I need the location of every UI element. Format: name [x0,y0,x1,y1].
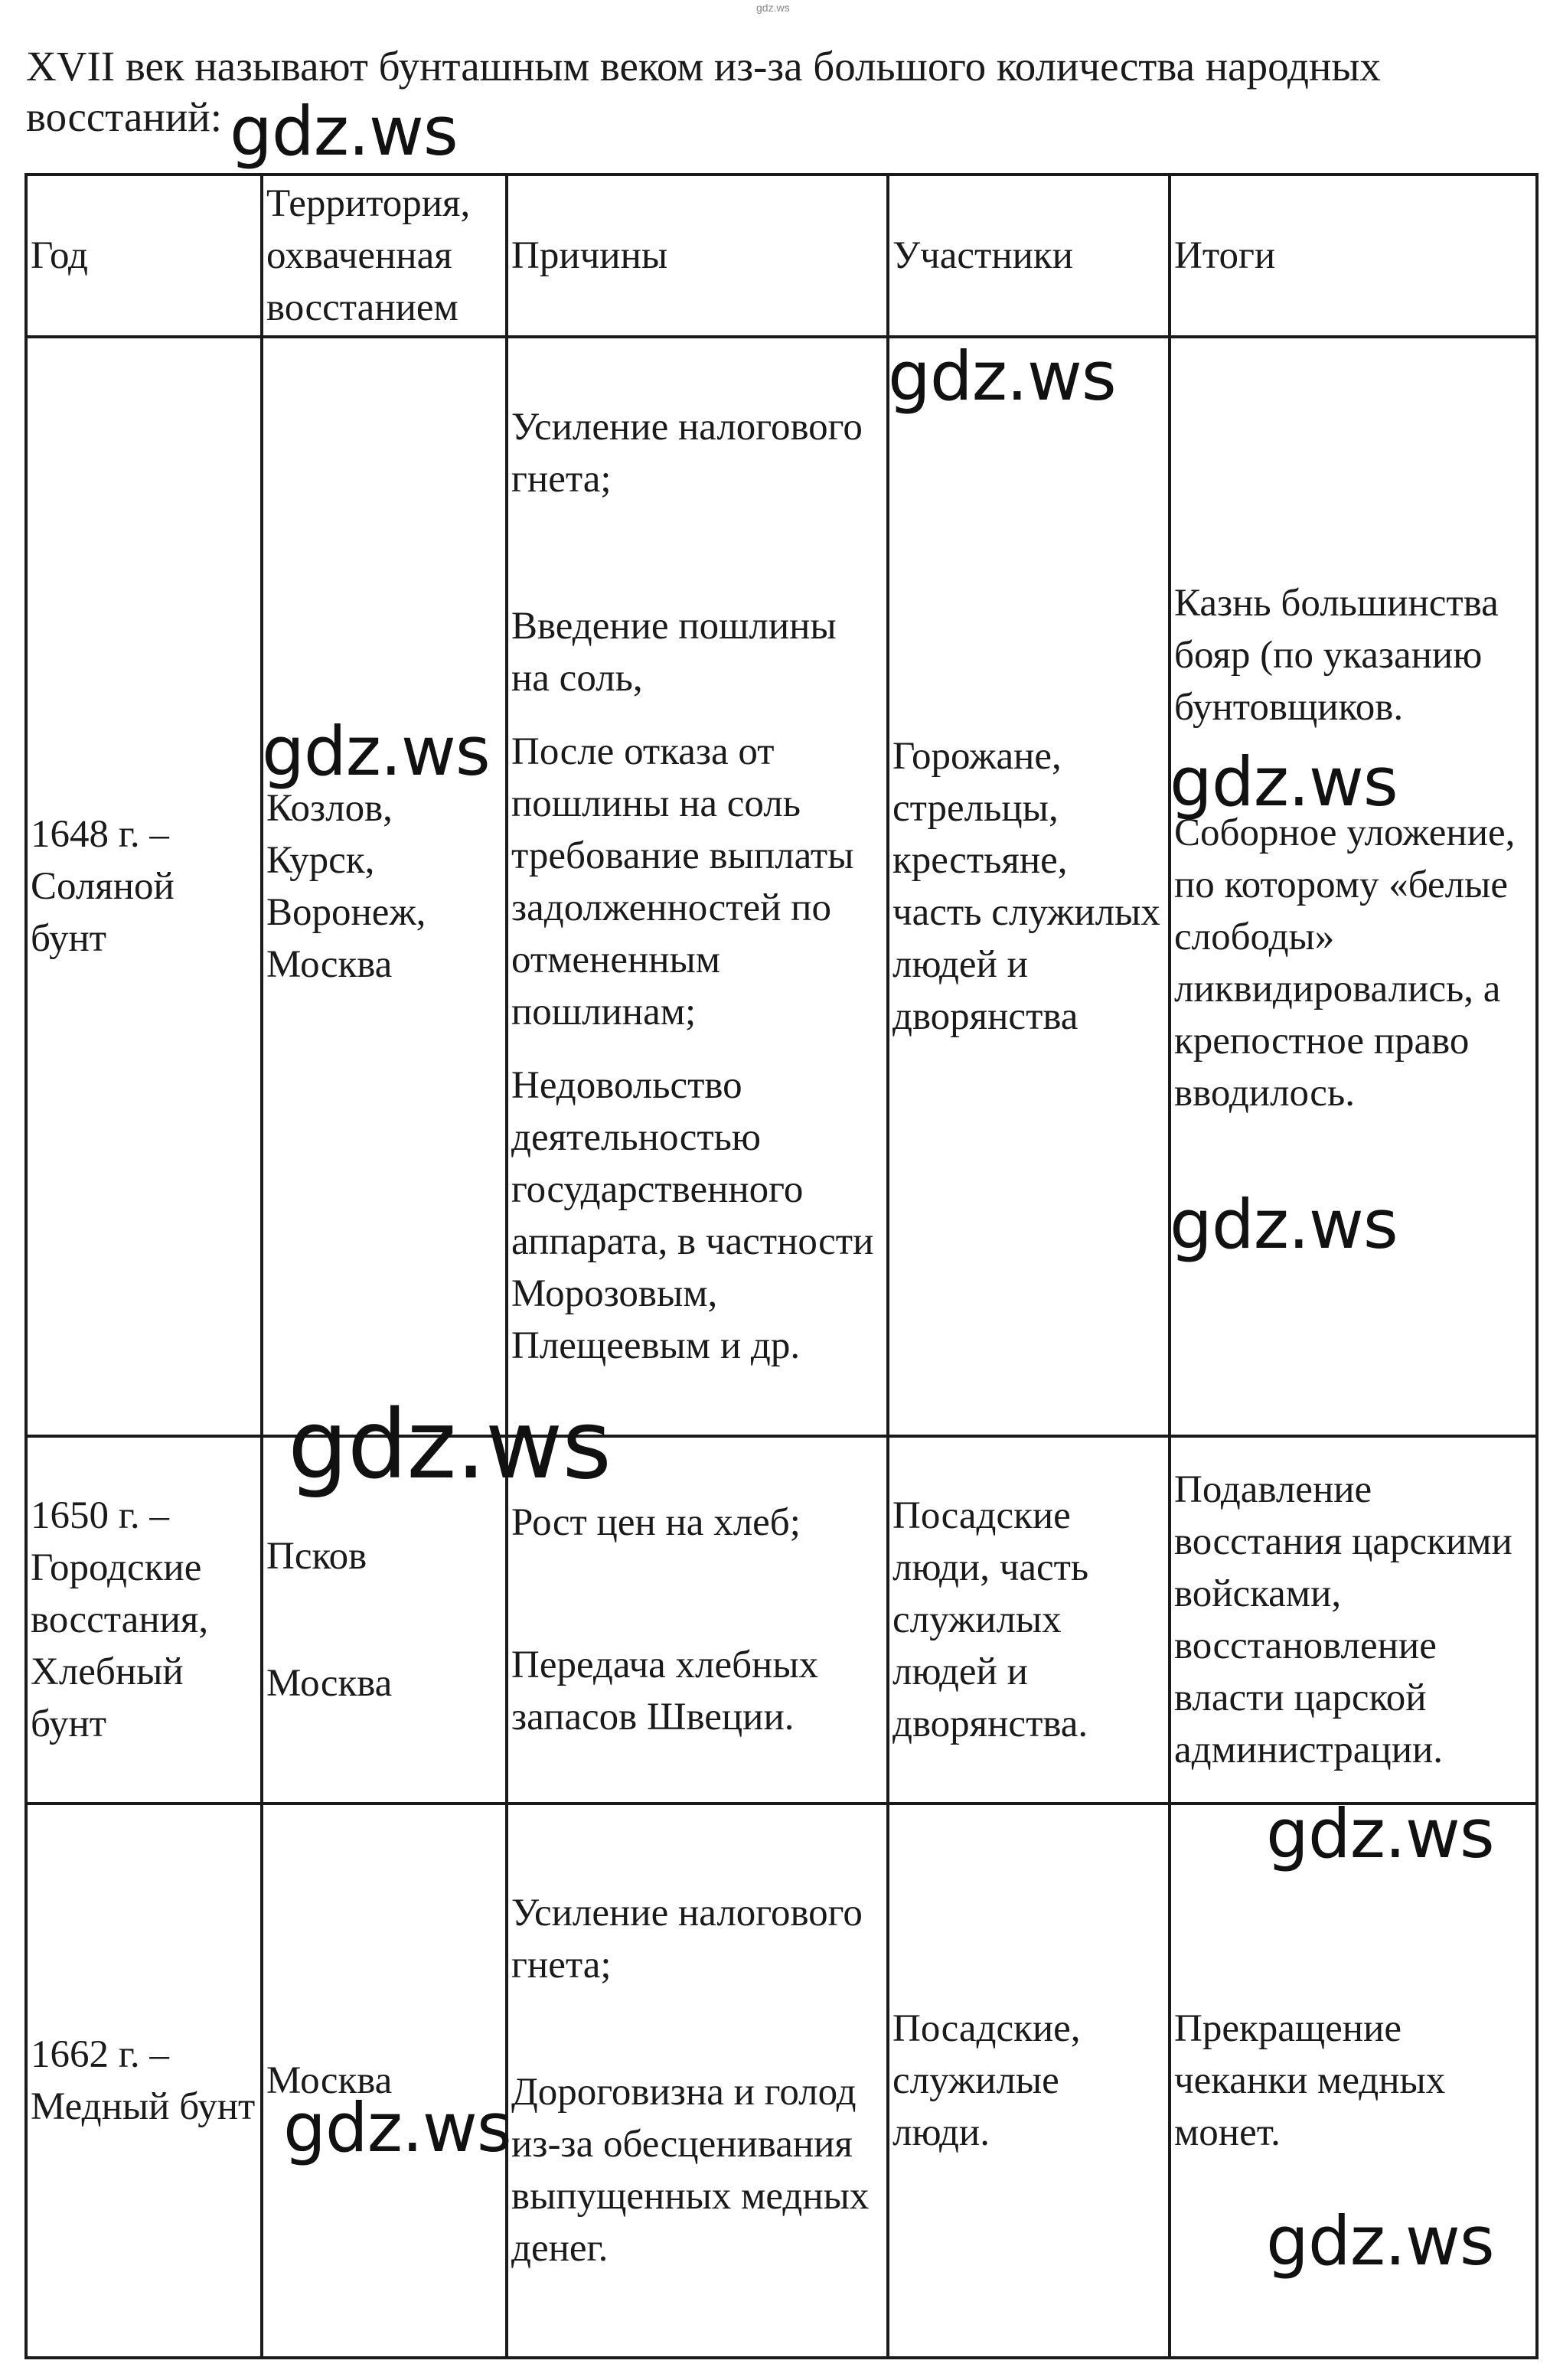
watermark-logo: gdz.ws [888,337,1116,416]
cell-participants: Посадские люди, часть служилых людей и дворянства. [888,1436,1170,1804]
cell-territory: Москва [262,1804,507,2358]
watermark-logo: gdz.ws [262,712,490,791]
cell-causes [507,337,888,1436]
cause-item: Рост цен на хлеб; [511,1501,801,1544]
watermark-logo: gdz.ws [288,1390,611,1500]
cause-item: Дороговизна и голод из-за обесценивания выпущенных медных денег. [511,2071,870,2270]
cause-item: Усиление налогового гнета; [511,1892,863,1987]
table-row [26,337,1537,1436]
watermark-logo: gdz.ws [1266,2202,1494,2280]
watermark-logo: gdz.ws [283,2088,511,2167]
watermark-spacer [1174,1119,1532,1196]
cell-year: 1648 г. – Соляной бунт [26,337,262,1436]
cell-year: 1650 г. – Городские восстания, Хлебный бунт [26,1436,262,1804]
watermark-logo: gdz.ws [1170,1185,1398,1264]
territory-item: Псков [266,1535,367,1578]
cause-item: Введение пошлины на соль, [511,605,837,700]
cell-causes [507,1804,888,2358]
uprisings-table [24,173,1539,2359]
intro-paragraph: XVII век называют бунташным веком из-за большого количества народных восстаний: [26,43,1381,140]
cell-year: 1662 г. – Медный бунт [26,1804,262,2358]
header-year: Год [26,175,262,337]
header-participants: Участники [888,175,1170,337]
result-item: Казнь большинства бояр (по указанию бунтовщиков. [1174,582,1499,729]
watermark-logo: gdz.ws [230,92,458,171]
cell-participants: Горожане, стрельцы, крестьяне, часть служилых людей и дворянства [888,337,1170,1436]
header-results: Итоги [1170,175,1537,337]
cause-item: После отказа от пошлины на соль требование выплаты задолженностей по отмененным пошлинам; [511,730,854,1033]
top-watermark-mark: gdz.ws [756,2,790,14]
watermark-logo: gdz.ws [1266,1794,1494,1873]
cell-results [1170,337,1537,1436]
cell-results: Прекращение чеканки медных монет. [1170,1804,1537,2358]
table-header-row [26,175,1537,337]
table-row [26,1436,1537,1804]
cause-item: Передача хлебных запасов Швеции. [511,1644,819,1738]
header-causes: Причины [507,175,888,337]
cause-item: Усиление налогового гнета; [511,406,863,501]
watermark-logo: gdz.ws [1170,743,1398,821]
cell-participants: Посадские, служилые люди. [888,1804,1170,2358]
cell-results: Подавление восстания царскими войсками, восстановление власти царской администрации. [1170,1436,1537,1804]
result-item: Соборное уложение, по которому «белые слободы» ликвидировались, а крепостное право вводилось. [1174,811,1516,1115]
header-territory: Территория, охваченная восстанием [262,175,507,337]
cause-item: Недовольство деятельностью государственного аппарата, в частности Морозовым, Плещеевым и др. [511,1064,874,1367]
cell-territory: Козлов, Курск, Воронеж, Москва [262,337,507,1436]
territory-item: Москва [266,1662,393,1705]
